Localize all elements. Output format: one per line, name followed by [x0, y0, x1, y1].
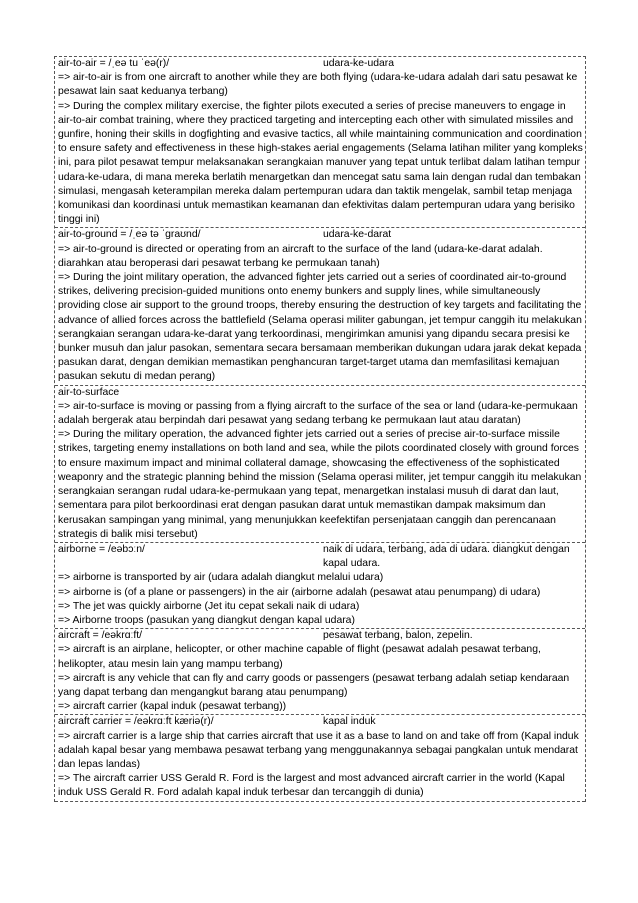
entry-heading — [58, 57, 583, 71]
entry-meaning: pesawat terbang, balon, zepelin. — [323, 630, 473, 642]
entry-term: aircraft = /eəkrɑːft/ — [58, 630, 143, 642]
entry-meaning: kapal induk — [323, 716, 376, 728]
entry-air-to-surface — [55, 386, 585, 543]
entry-meaning: udara-ke-udara — [323, 58, 395, 69]
entry-aircraft — [55, 629, 585, 715]
glossary-sheet — [54, 56, 586, 802]
entry-definition: => aircraft carrier is a large ship that carries aircraft that use it as a base to land on and take off from (Kapal induk adalah kapal besar yang membawa pesawat terbang yang menggunakannya sebagai pangkalan untuk mendarat dan lepas landas) — [58, 730, 579, 770]
entry-definition: => aircraft is an airplane, helicopter, or other machine capable of flight (pesawat adalah pesawat terbang, helikopter, atau mesin lain yang mampu terbang) — [58, 644, 541, 670]
entry-example: => Airborne troops (pasukan yang diangkut dengan kapal udara) — [58, 614, 355, 626]
entry-heading — [58, 228, 583, 242]
entry-term: air-to-ground = /ˌeə tə ˈɡraʊnd/ — [58, 229, 201, 241]
entry-example: => During the joint military operation, the advanced fighter jets carried out a series of coordinated air-to-ground strikes, delivering precision-guided munitions onto enemy bunkers and supply lines, while simultaneously providing close air support to the ground troops, thereby ensuring the destruction of key targets and facilitating the advance of allied forces across the battlefield (Selama operasi militer gabungan, jet tempur canggih itu melakukan serangkaian serangan udara-ke-darat yang terkoordinasi, mengirimkan amunisi yang dipandu secara presisi ke bunker musuh dan jalur pasokan, sementara secara bersamaan memberikan dukungan udara jarak dekat kepada pasukan darat, dengan demikian memastikan penghancuran target-target utama dan memfasilitasi kemajuan pasukan sekutu di medan perang) — [58, 272, 582, 383]
entry-example: => The aircraft carrier USS Gerald R. Ford is the largest and most advanced aircraft carrier in the world (Kapal induk USS Gerald R. Ford adalah kapal induk terbesar dan tercanggih di dunia) — [58, 773, 565, 799]
entry-airborne — [55, 543, 585, 629]
entry-heading — [58, 386, 583, 400]
entry-definition: => airborne is (of a plane or passengers) in the air (airborne adalah (pesawat atau penumpang) di udara) — [58, 586, 541, 598]
entry-heading — [58, 629, 583, 643]
entry-air-to-ground — [55, 228, 585, 385]
entry-example: => During the military operation, the advanced fighter jets carried out a series of precise air-to-surface missile strikes, targeting enemy installations on both land and sea, while the pilots coordinated closely with ground forces to ensure maximum impact and minimal collateral damage, showcasing the effectiveness of the sophisticated weaponry and the strategic planning behind the mission (Selama operasi militer, jet tempur canggih itu melakukan serangkaian serangan rudal udara-ke-permukaan yang tepat, menargetkan instalasi musuh di darat dan laut, sementara para pilot berkoordinasi erat dengan pasukan darat untuk memastikan dampak maksimum dan kerusakan sampingan yang minimal, yang menunjukkan keefektifan persenjataan canggih dan perencanaan strategis di balik misi tersebut) — [58, 429, 582, 540]
entry-term: air-to-surface — [58, 386, 120, 398]
entry-definition: => aircraft is any vehicle that can fly and carry goods or passengers (pesawat terbang adalah setiap kendaraan yang dapat terbang dan mengangkut barang atau penumpang) — [58, 672, 570, 698]
entry-example: => The jet was quickly airborne (Jet itu cepat sekali naik di udara) — [58, 600, 360, 612]
entry-meaning: naik di udara, terbang, ada di udara. diangkut dengan kapal udara. — [323, 543, 570, 570]
entry-definition: => air-to-air is from one aircraft to another while they are both flying (udara-ke-udara adalah dari satu pesawat ke pesawat lain saat keduanya terbang) — [58, 72, 578, 98]
entry-air-to-air — [55, 57, 585, 228]
entry-heading — [58, 543, 583, 571]
entry-aircraft-carrier — [55, 715, 585, 801]
entry-definition: => airborne is transported by air (udara adalah diangkut melalui udara) — [58, 572, 384, 584]
entry-meaning: udara-ke-darat — [323, 229, 392, 241]
entry-term: air-to-air = /ˌeə tu ˈeə(r)/ — [58, 58, 170, 69]
entry-example: => aircraft carrier (kapal induk (pesawat terbang)) — [58, 701, 287, 713]
entry-term: aircraft carrier = /eəkrɑːft kæriə(r)/ — [58, 716, 214, 728]
entry-example: => During the complex military exercise, the fighter pilots executed a series of precise maneuvers to engage in air-to-air combat training, where they practiced targeting and intercepting each other with simulated missiles and gunfire, honing their skills in dogfighting and evasive tactics, all while maintaining communication and coordination to ensure safety and effectiveness in these high-stakes aerial engagements (Selama latihan militer yang kompleks ini, para pilot pesawat tempur melaksanakan serangkaian manuver yang tepat untuk terlibat dalam latihan tempur udara-ke-udara, di mana mereka berlatih menargetkan dan mencegat satu sama lain dengan rudal dan tembakan simulasi, mengasah keterampilan mereka dalam pertempuran udara dan taktik mengelak, sambil tetap menjaga komunikasi dan koordinasi untuk memastikan keamanan dan efektivitas dalam pertempuran udara yang berisiko tinggi ini) — [58, 100, 583, 226]
entry-term: airborne = /eəbɔːn/ — [58, 543, 145, 555]
entry-heading — [58, 715, 583, 729]
entry-definition: => air-to-ground is directed or operating from an aircraft to the surface of the land (udara-ke-darat adalah. diarahkan atau beroperasi dari pesawat terbang ke permukaan tanah) — [58, 243, 543, 269]
entry-definition: => air-to-surface is moving or passing from a flying aircraft to the surface of the sea or land (udara-ke-permukaan adalah bergerak atau berpindah dari pesawat yang sedang terbang ke permukaan laut atau daratan) — [58, 400, 578, 427]
